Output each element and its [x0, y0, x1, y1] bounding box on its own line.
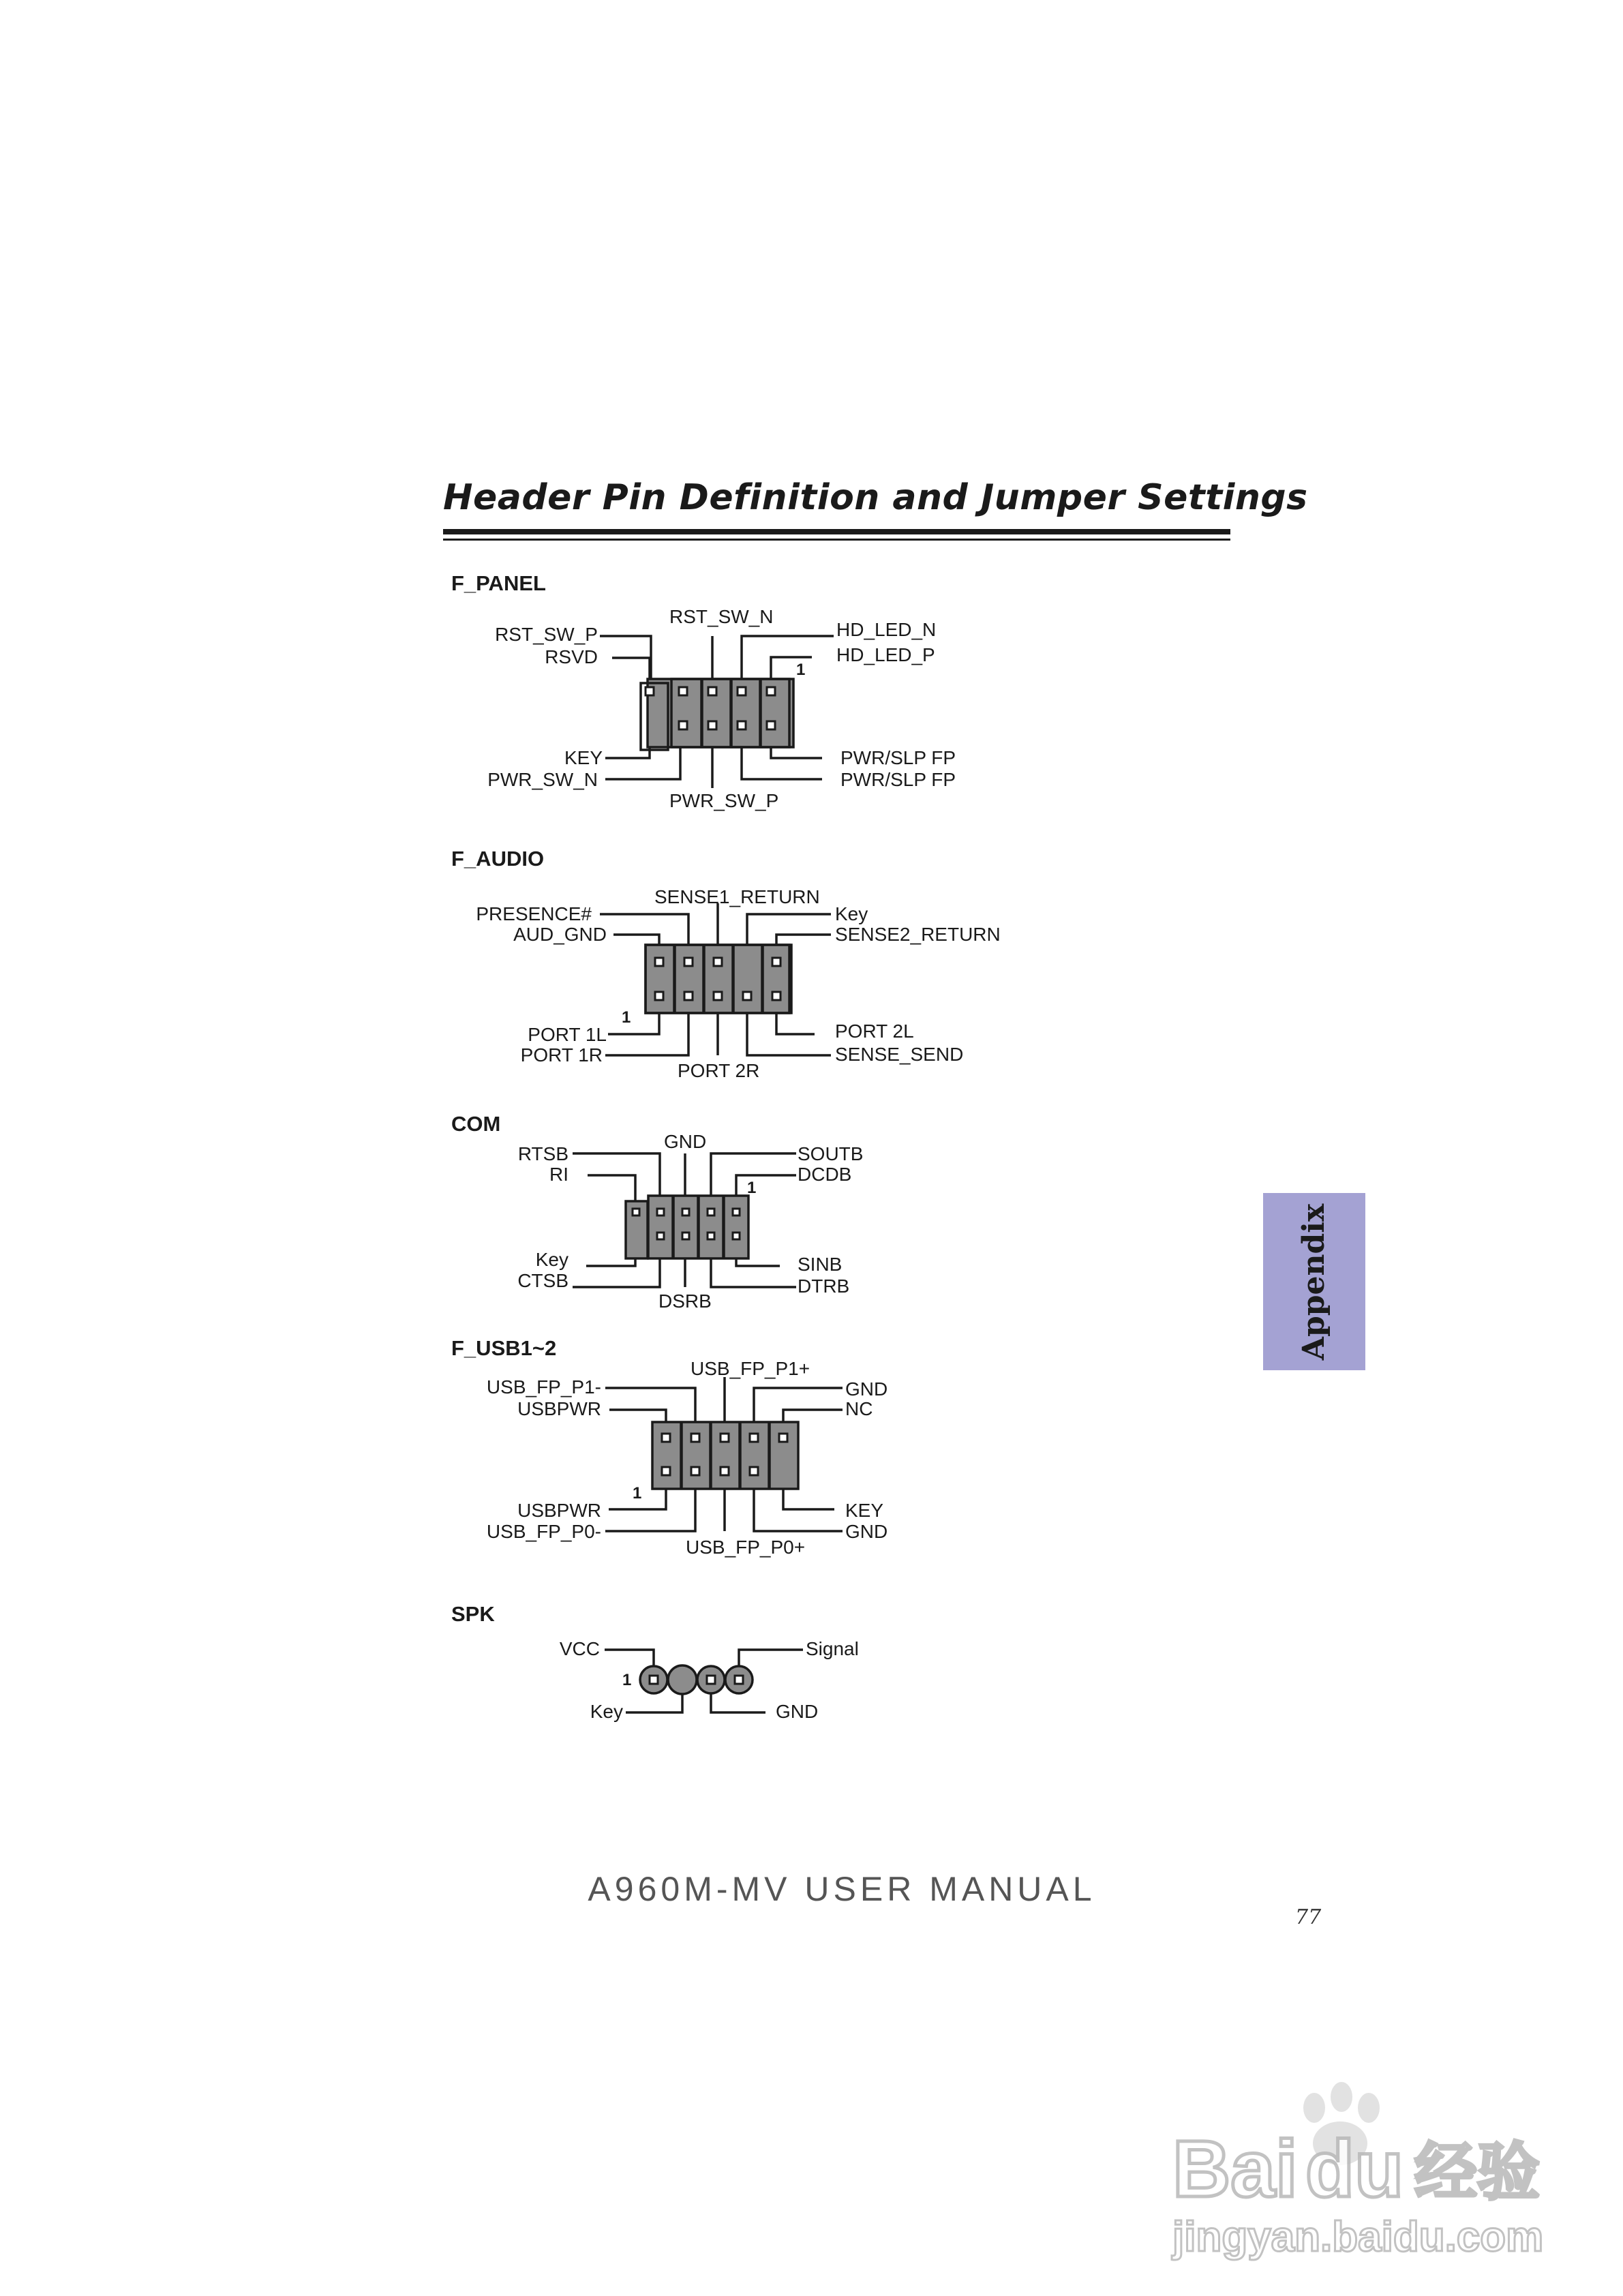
f-usb-label-usbpwr-top: USBPWR: [517, 1398, 601, 1419]
com-label-dsrb: DSRB: [658, 1290, 712, 1312]
f-usb-label-gnd-top: GND: [845, 1378, 888, 1400]
f-usb-label-usb-fp-p0-minus: USB_FP_P0-: [486, 1521, 601, 1542]
manual-title: A960M-MV USER MANUAL: [588, 1870, 1096, 1908]
appendix-tab-label: Appendix: [1296, 1203, 1332, 1360]
f-panel-label-rsvd: RSVD: [545, 646, 598, 667]
spk-pin: [650, 1676, 658, 1684]
f-panel-label-rst-sw-n: RST_SW_N: [669, 606, 774, 627]
f-panel-label-key: KEY: [564, 747, 603, 768]
watermark-url: jingyan.baidu.com: [1172, 2214, 1544, 2261]
f-usb-heading: F_USB1~2: [451, 1336, 557, 1360]
com-label-dtrb: DTRB: [798, 1275, 850, 1297]
f-panel-label-hd-led-n: HD_LED_N: [836, 619, 937, 640]
com-label-ri: RI: [549, 1164, 568, 1185]
spk-key-cell: [668, 1665, 697, 1694]
spk-label-signal: Signal: [806, 1638, 859, 1659]
f-audio-label-sense2-return: SENSE2_RETURN: [835, 924, 1001, 945]
page-number: 77: [1295, 1905, 1322, 1929]
f-usb-pin1-marker: 1: [633, 1484, 642, 1502]
com-label-dcdb: DCDB: [798, 1164, 852, 1185]
f-usb-label-key: KEY: [845, 1500, 884, 1521]
page-title: Header Pin Definition and Jumper Settings: [443, 477, 1308, 518]
watermark-brand-du: du: [1305, 2124, 1404, 2214]
f-audio-pin1-marker: 1: [622, 1008, 631, 1027]
spk-label-gnd: GND: [776, 1701, 819, 1722]
spk-connector: [640, 1665, 753, 1694]
f-panel-label-pwr-slp-fp-1: PWR/SLP FP: [840, 747, 956, 768]
com-label-ctsb: CTSB: [517, 1270, 568, 1291]
appendix-tab: [1263, 1193, 1365, 1370]
spk-label-key: Key: [590, 1701, 623, 1722]
baidu-jingyan-watermark: [1159, 2072, 1568, 2277]
f-usb-label-usb-fp-p1-minus: USB_FP_P1-: [486, 1376, 601, 1398]
com-heading: COM: [451, 1112, 501, 1136]
f-panel-label-pwr-slp-fp-2: PWR/SLP FP: [840, 769, 956, 790]
spk-pin: [707, 1676, 715, 1684]
com-label-key: Key: [535, 1249, 568, 1270]
watermark-jingyan: 经验: [1414, 2136, 1541, 2209]
f-audio-label-key: Key: [835, 903, 868, 924]
f-audio-label-sense-send: SENSE_SEND: [835, 1044, 964, 1065]
f-usb-label-usb-fp-p1-plus: USB_FP_P1+: [691, 1358, 810, 1379]
f-audio-label-presence: PRESENCE#: [476, 903, 592, 924]
f-audio-label-sense1-return: SENSE1_RETURN: [654, 886, 820, 907]
f-panel-label-pwr-sw-p: PWR_SW_P: [669, 790, 779, 811]
f-panel-label-hd-led-p: HD_LED_P: [836, 644, 935, 665]
com-label-gnd: GND: [664, 1131, 707, 1152]
f-panel-label-pwr-sw-n: PWR_SW_N: [487, 769, 598, 790]
f-audio-label-port-2l: PORT 2L: [835, 1021, 914, 1042]
spk-heading: SPK: [451, 1602, 495, 1626]
f-panel-heading: F_PANEL: [451, 571, 546, 595]
com-label-soutb: SOUTB: [798, 1143, 864, 1164]
f-usb-label-nc: NC: [845, 1398, 873, 1419]
spk-pin1-marker: 1: [622, 1671, 632, 1689]
spk-pin: [735, 1676, 743, 1684]
f-panel-pin1-marker: 1: [796, 661, 806, 679]
f-audio-label-port-2r: PORT 2R: [678, 1060, 760, 1081]
f-audio-heading: F_AUDIO: [451, 847, 545, 871]
f-audio-label-port-1r: PORT 1R: [520, 1044, 603, 1066]
watermark-brand: Bai: [1172, 2124, 1298, 2214]
spk-label-vcc: VCC: [559, 1638, 600, 1659]
com-pin1-marker: 1: [747, 1179, 757, 1197]
f-usb-label-usbpwr-bottom: USBPWR: [517, 1500, 601, 1521]
f-audio-label-port-1l: PORT 1L: [528, 1024, 607, 1045]
f-usb-label-usb-fp-p0-plus: USB_FP_P0+: [686, 1537, 806, 1558]
com-label-rtsb: RTSB: [517, 1143, 568, 1164]
f-audio-label-aud-gnd: AUD_GND: [513, 924, 607, 945]
com-label-sinb: SINB: [798, 1254, 843, 1275]
f-usb-label-gnd-bottom: GND: [845, 1521, 888, 1542]
f-panel-label-rst-sw-p: RST_SW_P: [495, 624, 598, 645]
